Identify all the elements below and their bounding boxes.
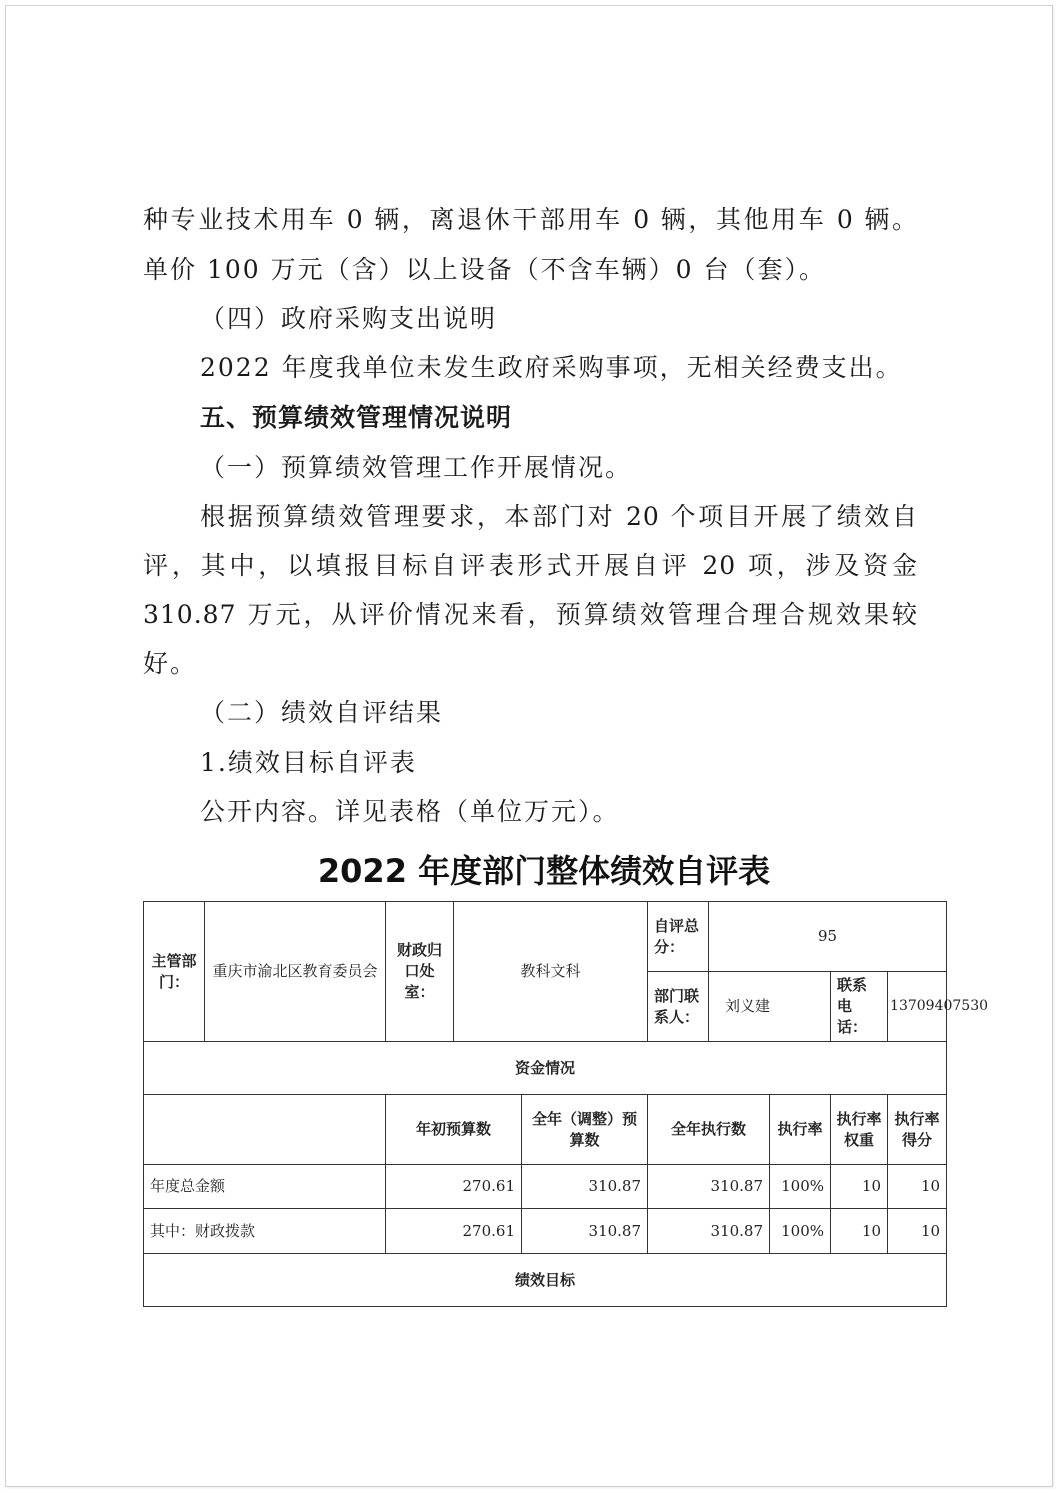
contact-phone-value: 13709407530 <box>888 972 947 1042</box>
col-rate-weight: 执行率权重 <box>831 1095 888 1165</box>
contact-person-value: 刘义建 <box>709 972 831 1042</box>
paragraph-procurement: 2022 年度我单位未发生政府采购事项，无相关经费支出。 <box>200 353 903 382</box>
row-executed: 310.87 <box>648 1165 770 1209</box>
col-executed: 全年执行数 <box>648 1095 770 1165</box>
row-initial-budget: 270.61 <box>386 1209 522 1254</box>
dept-label: 主管部门： <box>144 902 205 1042</box>
row-rate-weight: 10 <box>831 1209 888 1254</box>
row-name: 其中：财政拨款 <box>144 1209 386 1254</box>
col-initial-budget: 年初预算数 <box>386 1095 522 1165</box>
heading-item-one: 1.绩效目标自评表 <box>200 748 417 777</box>
heading-section-five: 五、预算绩效管理情况说明 <box>200 403 513 432</box>
col-execution-rate: 执行率 <box>770 1095 831 1165</box>
row-execution-rate: 100% <box>770 1165 831 1209</box>
contact-phone-label: 联系电话： <box>831 972 888 1042</box>
heading-sub-one: （一）预算绩效管理工作开展情况。 <box>200 453 633 482</box>
paragraph-sub-one-line3: 310.87 万元，从评价情况来看，预算绩效管理合理合规效果较 <box>143 600 918 629</box>
row-initial-budget: 270.61 <box>386 1165 522 1209</box>
paragraph-sub-one-line4: 好。 <box>143 649 198 678</box>
table-row <box>144 1209 947 1254</box>
contact-person-label: 部门联系人： <box>648 972 709 1042</box>
self-score-value: 95 <box>709 902 947 972</box>
paragraph-item-one: 公开内容。详见表格（单位万元）。 <box>200 797 620 826</box>
paragraph-vehicles-line2: 单价 100 万元（含）以上设备（不含车辆）0 台（套）。 <box>143 255 826 284</box>
col-rate-score: 执行率得分 <box>888 1095 947 1165</box>
finance-office-label: 财政归口处室： <box>386 902 454 1042</box>
self-score-label: 自评总分： <box>648 902 709 972</box>
row-adjusted-budget: 310.87 <box>522 1209 648 1254</box>
row-rate-score: 10 <box>888 1165 947 1209</box>
row-rate-weight: 10 <box>831 1165 888 1209</box>
col-adjusted-budget: 全年（调整）预算数 <box>522 1095 648 1165</box>
row-executed: 310.87 <box>648 1209 770 1254</box>
row-rate-score: 10 <box>888 1209 947 1254</box>
table-title: 2022 年度部门整体绩效自评表 <box>317 852 771 890</box>
paragraph-vehicles-line1: 种专业技术用车 0 辆，离退休干部用车 0 辆，其他用车 0 辆。 <box>143 205 918 234</box>
row-adjusted-budget: 310.87 <box>522 1165 648 1209</box>
funds-section-header: 资金情况 <box>144 1042 947 1095</box>
paragraph-sub-one-line1: 根据预算绩效管理要求，本部门对 20 个项目开展了绩效自 <box>200 502 918 531</box>
dept-value: 重庆市渝北区教育委员会 <box>205 902 386 1042</box>
funds-header-blank <box>144 1095 386 1165</box>
performance-goals-header: 绩效目标 <box>144 1254 947 1307</box>
performance-evaluation-table <box>143 901 989 1307</box>
finance-office-value: 教科文科 <box>454 902 648 1042</box>
row-name: 年度总金额 <box>144 1165 386 1209</box>
row-execution-rate: 100% <box>770 1209 831 1254</box>
heading-procurement: （四）政府采购支出说明 <box>200 304 498 333</box>
heading-sub-two: （二）绩效自评结果 <box>200 698 444 727</box>
table-row <box>144 1165 947 1209</box>
paragraph-sub-one-line2: 评，其中，以填报目标自评表形式开展自评 20 项，涉及资金 <box>143 551 918 580</box>
